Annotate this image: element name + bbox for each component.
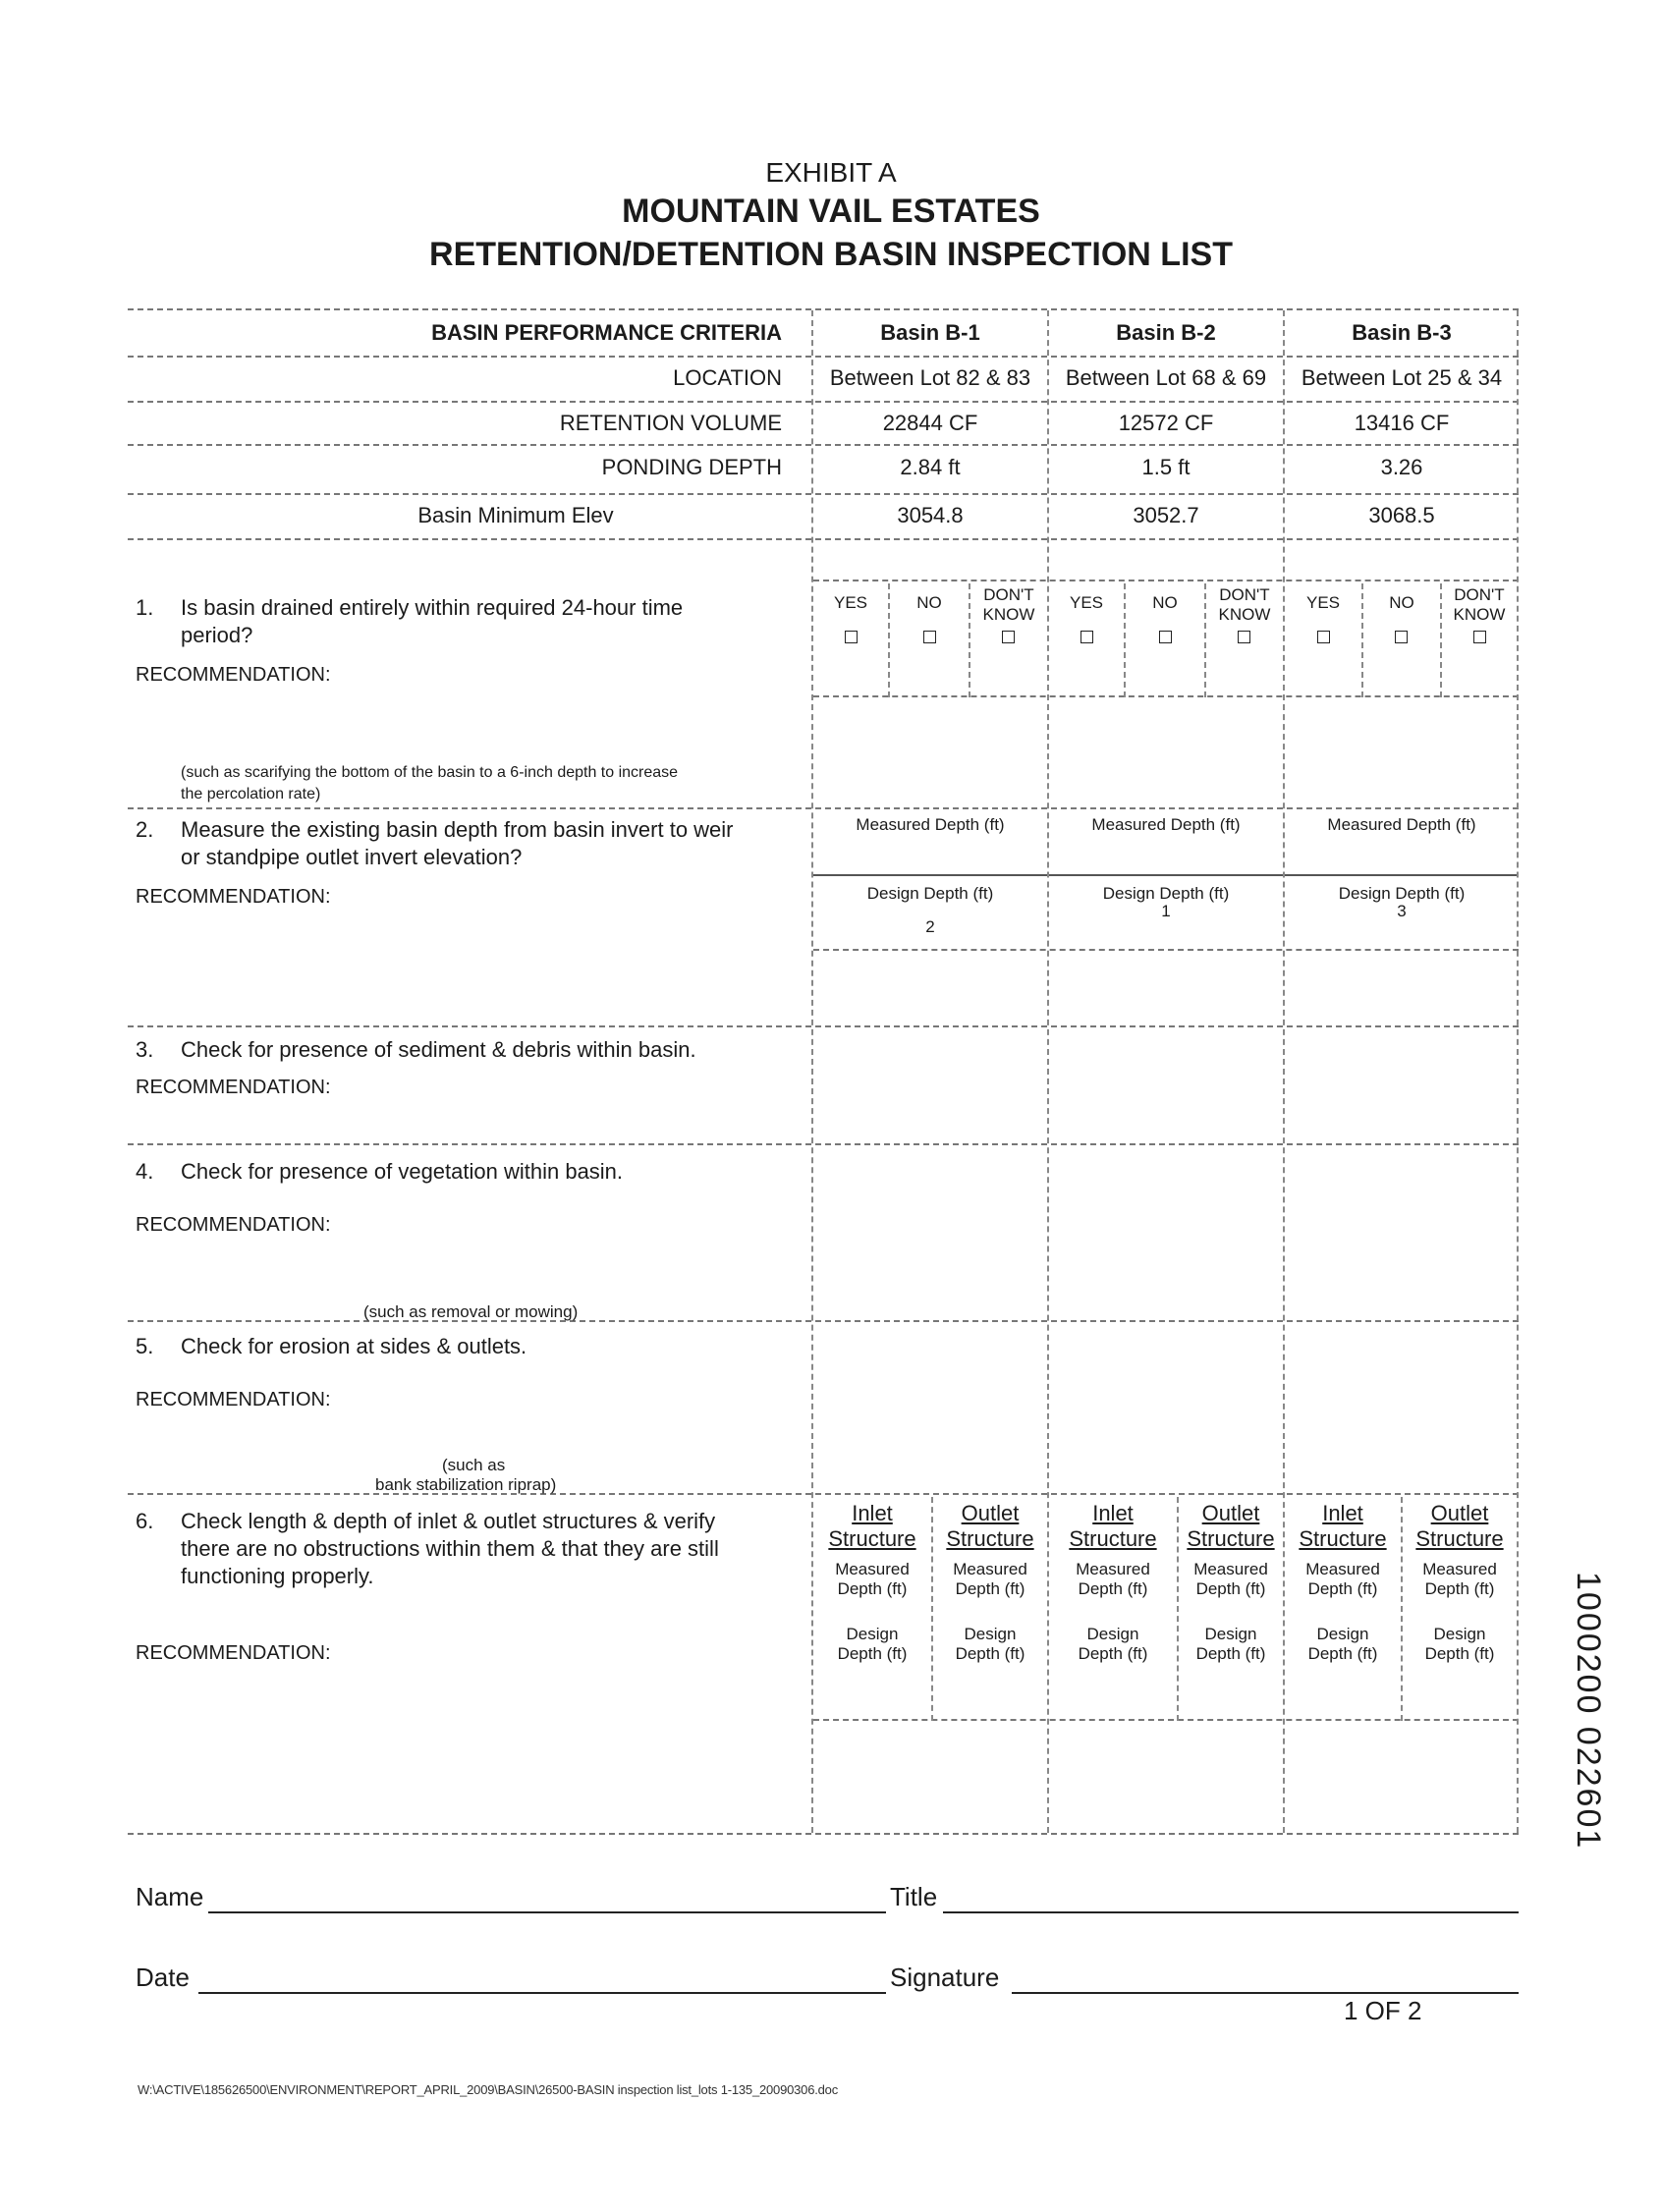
criteria-value: 3.26 (1380, 455, 1423, 479)
outlet-label: Outlet (1201, 1501, 1260, 1525)
criteria-label: RETENTION VOLUME (559, 411, 782, 435)
recommendation-label: RECOMMENDATION: (136, 1389, 331, 1410)
question-6-cont: functioning properly. (181, 1564, 374, 1588)
table-rule (813, 949, 1519, 951)
yes-label: YES (1305, 593, 1341, 612)
yes-checkbox[interactable] (1317, 631, 1330, 643)
measured-label: Measured (1305, 1560, 1380, 1578)
inlet-structure-header (1049, 1501, 1177, 1664)
measured-label: Measured (1422, 1560, 1497, 1578)
note: (such as scarifying the bottom of the basin to a 6-inch depth to increase (181, 764, 679, 781)
table-rule (128, 493, 1519, 495)
criteria-value: Between Lot 82 & 83 (829, 365, 1031, 390)
dont-know-label: DON'T (983, 585, 1034, 604)
basin-header: Basin B-3 (1352, 320, 1452, 345)
yes-checkbox[interactable] (845, 631, 858, 643)
dont-know-label: DON'T (1454, 585, 1505, 604)
criteria-value: 3052.7 (1133, 503, 1199, 527)
outlet-label: Outlet (1430, 1501, 1489, 1525)
measured-label: Measured (835, 1560, 910, 1578)
document-subtitle: RETENTION/DETENTION BASIN INSPECTION LIST (429, 236, 1233, 273)
title-label: Title (890, 1882, 938, 1911)
dont-know-checkbox[interactable] (1238, 631, 1250, 643)
table-rule (813, 874, 1519, 876)
depth-label: Depth (ft) (1424, 1644, 1495, 1663)
note: (such as removal or mowing) (363, 1302, 579, 1321)
depth-label: Depth (ft) (1307, 1644, 1378, 1663)
signature-label: Signature (890, 1963, 1000, 1992)
table-rule (813, 695, 1519, 697)
dont-know-checkbox[interactable] (1473, 631, 1486, 643)
name-field[interactable] (208, 1911, 886, 1913)
measured-depth-label: Measured Depth (ft) (856, 815, 1005, 834)
depth-label: Depth (ft) (1195, 1579, 1266, 1598)
table-rule (813, 580, 1519, 581)
depth-label: Depth (ft) (1424, 1579, 1495, 1598)
date-label: Date (136, 1963, 190, 1992)
name-label: Name (136, 1882, 204, 1911)
question-2-cont: or standpipe outlet invert elevation? (181, 845, 523, 869)
criteria-value: Between Lot 25 & 34 (1301, 365, 1503, 390)
design-depth-value: 3 (1397, 902, 1407, 920)
criteria-label: LOCATION (673, 365, 782, 390)
item-number: 2. (136, 817, 154, 842)
dont-know-label: KNOW (1453, 605, 1506, 624)
table-rule (128, 807, 1519, 809)
yes-checkbox[interactable] (1080, 631, 1093, 643)
question-2: Measure the existing basin depth from basin invert to weir (181, 817, 734, 842)
basin-header: Basin B-2 (1116, 320, 1216, 345)
depth-label: Depth (ft) (955, 1579, 1025, 1598)
criteria-label: Basin Minimum Elev (417, 503, 614, 527)
dont-know-label: DON'T (1219, 585, 1270, 604)
table-rule (128, 308, 1519, 310)
yes-label: YES (1069, 593, 1104, 612)
document-title: MOUNTAIN VAIL ESTATES (622, 193, 1040, 230)
file-path: W:\ACTIVE\185626500\ENVIRONMENT\REPORT_APRIL_2009\BASIN\26500-BASIN inspection list_lots 1-135_20090306.doc (138, 2082, 839, 2097)
criteria-label: PONDING DEPTH (601, 455, 782, 479)
design-label: Design (846, 1625, 899, 1643)
table-rule (128, 1833, 1519, 1835)
item-number: 5. (136, 1334, 154, 1358)
note: the percolation rate) (181, 786, 321, 802)
structure-label: Structure (946, 1526, 1034, 1551)
no-label: NO (1389, 593, 1414, 612)
measured-label: Measured (1193, 1560, 1268, 1578)
no-label: NO (1152, 593, 1178, 612)
question-1-cont: period? (181, 623, 253, 647)
measured-depth-label: Measured Depth (ft) (1327, 815, 1476, 834)
depth-label: Depth (ft) (837, 1579, 908, 1598)
item-number: 3. (136, 1037, 154, 1062)
inlet-structure-header (813, 1501, 931, 1664)
recommendation-label: RECOMMENDATION: (136, 1642, 331, 1664)
depth-label: Depth (ft) (1078, 1579, 1148, 1598)
table-rule (128, 1025, 1519, 1027)
question-5: Check for erosion at sides & outlets. (181, 1334, 527, 1358)
structure-label: Structure (828, 1526, 916, 1551)
design-label: Design (1316, 1625, 1369, 1643)
recommendation-label: RECOMMENDATION: (136, 664, 331, 686)
design-depth-value: 2 (925, 917, 935, 936)
signature-field[interactable] (1012, 1992, 1519, 1994)
table-rule (128, 1143, 1519, 1145)
inlet-label: Inlet (852, 1501, 893, 1525)
outlet-structure-header (1403, 1501, 1517, 1664)
criteria-value: 2.84 ft (900, 455, 961, 479)
design-depth-label: Design Depth (ft) (1102, 884, 1230, 903)
question-1: Is basin drained entirely within required 24-hour time (181, 595, 684, 620)
criteria-value: 13416 CF (1354, 411, 1450, 435)
item-number: 6. (136, 1509, 154, 1533)
table-rule (128, 1320, 1519, 1322)
measured-label: Measured (953, 1560, 1027, 1578)
criteria-header: BASIN PERFORMANCE CRITERIA (431, 320, 782, 345)
measured-label: Measured (1076, 1560, 1150, 1578)
no-checkbox[interactable] (1159, 631, 1172, 643)
criteria-value: 22844 CF (882, 411, 978, 435)
depth-label: Depth (ft) (1195, 1644, 1266, 1663)
outlet-label: Outlet (961, 1501, 1020, 1525)
recommendation-label: RECOMMENDATION: (136, 1077, 331, 1098)
depth-label: Depth (ft) (955, 1644, 1025, 1663)
table-rule (128, 1493, 1519, 1495)
design-label: Design (1204, 1625, 1257, 1643)
no-checkbox[interactable] (1395, 631, 1408, 643)
note: (such as (442, 1456, 506, 1474)
design-depth-label: Design Depth (ft) (1338, 884, 1466, 903)
outlet-structure-header (933, 1501, 1047, 1664)
inlet-structure-header (1285, 1501, 1401, 1664)
dont-know-checkbox[interactable] (1002, 631, 1015, 643)
dont-know-label: KNOW (1218, 605, 1271, 624)
criteria-value: 3054.8 (897, 503, 964, 527)
structure-label: Structure (1069, 1526, 1157, 1551)
table-rule (128, 538, 1519, 540)
exhibit-label: EXHIBIT A (765, 157, 897, 188)
no-label: NO (916, 593, 942, 612)
table-rule (128, 401, 1519, 403)
no-checkbox[interactable] (923, 631, 936, 643)
item-number: 4. (136, 1159, 154, 1184)
criteria-value: 12572 CF (1118, 411, 1214, 435)
table-rule (813, 1719, 1519, 1721)
inlet-label: Inlet (1092, 1501, 1134, 1525)
dont-know-label: KNOW (982, 605, 1035, 624)
yes-label: YES (833, 593, 868, 612)
depth-label: Depth (ft) (1078, 1644, 1148, 1663)
design-depth-value: 1 (1161, 902, 1171, 920)
question-6-cont: there are no obstructions within them & that they are still (181, 1536, 719, 1561)
title-field[interactable] (943, 1911, 1519, 1913)
column-divider (1517, 310, 1519, 1833)
structure-label: Structure (1415, 1526, 1504, 1551)
depth-label: Depth (ft) (837, 1644, 908, 1663)
document-id: 1000200 022601 (1570, 1572, 1607, 1851)
page-number: 1 OF 2 (1344, 1996, 1422, 2025)
basin-header: Basin B-1 (880, 320, 980, 345)
note: bank stabilization riprap) (375, 1475, 557, 1494)
criteria-value: 3068.5 (1368, 503, 1435, 527)
depth-label: Depth (ft) (1307, 1579, 1378, 1598)
structure-label: Structure (1187, 1526, 1275, 1551)
question-3: Check for presence of sediment & debris within basin. (181, 1037, 696, 1062)
question-6: Check length & depth of inlet & outlet structures & verify (181, 1509, 716, 1533)
item-number: 1. (136, 595, 154, 620)
inlet-label: Inlet (1322, 1501, 1363, 1525)
recommendation-label: RECOMMENDATION: (136, 1214, 331, 1236)
design-label: Design (1433, 1625, 1486, 1643)
design-label: Design (964, 1625, 1017, 1643)
criteria-value: 1.5 ft (1141, 455, 1191, 479)
design-depth-label: Design Depth (ft) (866, 884, 994, 903)
measured-depth-label: Measured Depth (ft) (1091, 815, 1241, 834)
outlet-structure-header (1179, 1501, 1283, 1664)
date-field[interactable] (198, 1992, 886, 1994)
design-label: Design (1086, 1625, 1139, 1643)
question-4: Check for presence of vegetation within basin. (181, 1159, 624, 1184)
recommendation-label: RECOMMENDATION: (136, 886, 331, 908)
table-rule (128, 444, 1519, 446)
criteria-value: Between Lot 68 & 69 (1065, 365, 1267, 390)
structure-label: Structure (1299, 1526, 1387, 1551)
table-rule (128, 356, 1519, 358)
